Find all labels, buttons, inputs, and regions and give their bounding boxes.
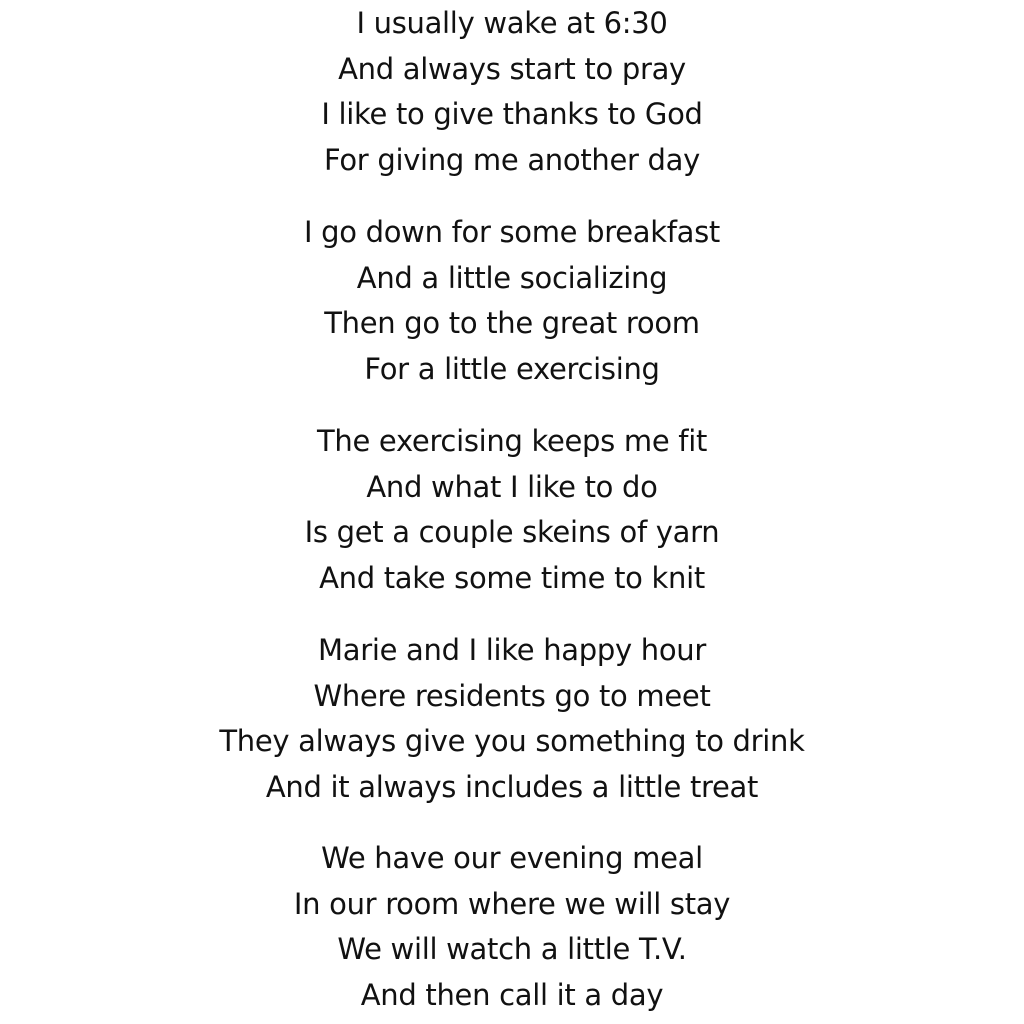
poem-line: And what I like to do [366, 469, 658, 504]
poem-line: And take some time to knit [319, 560, 705, 595]
poem-line: In our room where we will stay [293, 886, 731, 921]
poem-line: I usually wake at 6:30 [356, 6, 668, 40]
poem-line: For giving me another day [324, 142, 700, 177]
poem-line: We will watch a little T.V. [337, 932, 687, 966]
stanza-5 [0, 836, 1024, 1018]
poem-line: The exercising keeps me fit [316, 424, 708, 458]
poem-line: And it always includes a little treat [265, 769, 759, 804]
stanza-2 [0, 210, 1024, 392]
stanza-3 [0, 419, 1024, 601]
poem-line: Is get a couple skeins of yarn [304, 515, 720, 549]
poem-line: And a little socializing [356, 260, 668, 295]
poem-line: Where residents go to meet [313, 678, 711, 713]
poem-line: They always give you something to drink [219, 724, 805, 758]
poem-line: Marie and I like happy hour [318, 633, 706, 667]
poem-line: For a little exercising [364, 351, 660, 386]
poem-line: And always start to pray [338, 51, 686, 86]
poem-line: We have our evening meal [321, 841, 703, 875]
poem-line: I like to give thanks to God [321, 97, 703, 131]
poem-line: Then go to the great room [324, 306, 700, 340]
stanza-1 [0, 1, 1024, 183]
poem-line: And then call it a day [360, 977, 664, 1012]
poem-line: I go down for some breakfast [303, 215, 721, 249]
stanza-4 [0, 628, 1024, 810]
